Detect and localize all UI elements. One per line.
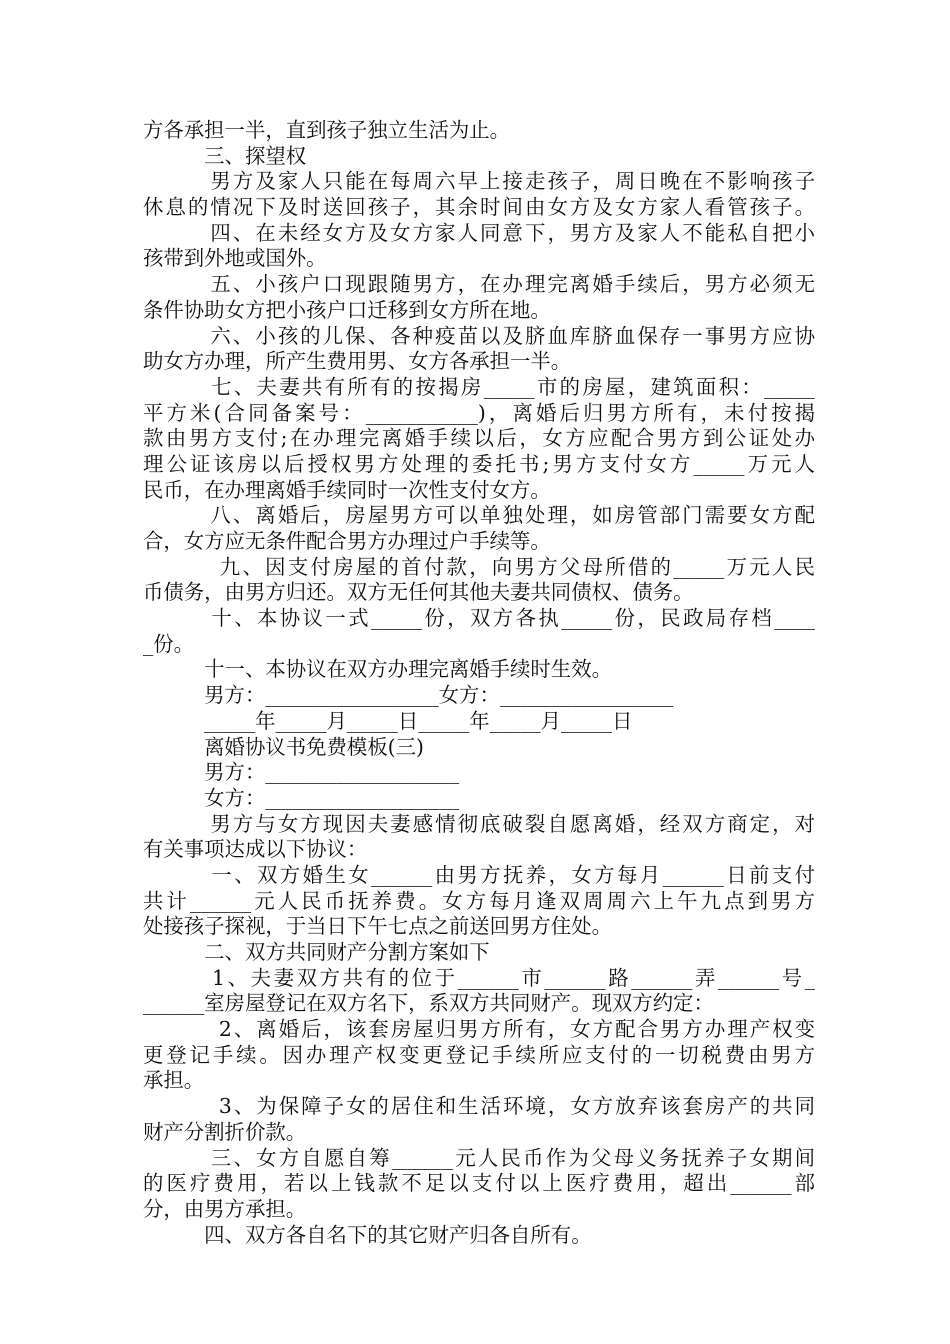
text-line: 1、夫妻双方共有的位于______市______路______弄______号_ [143,965,815,990]
text-line: 十一、本协议在双方办理完离婚手续时生效。 [143,657,612,682]
text-line: 五、小孩户口现跟随男方，在办理完离婚手续后，男方必须无 [143,272,815,297]
text-line: 四、双方各自名下的其它财产归各自所有。 [143,1222,592,1247]
text-line: 更登记手续。因办理产权变更登记手续所应支付的一切税费由男方 [143,1042,815,1067]
text-line: 处接孩子探视，于当日下午七点之前送回男方住处。 [143,914,612,939]
text-line: 二、双方共同财产分割方案如下 [143,940,490,964]
text-line: 女方：___________________ [143,785,460,810]
text-line: 款由男方支付;在办理完离婚手续以后，女方应配合男方到公证处办 [143,426,815,451]
text-line: 条件协助女方把小孩户口迁移到女方所在地。 [143,297,551,322]
document-body [143,118,815,1248]
text-line: 四、在未经女方及女方家人同意下，男方及家人不能私自把小 [143,220,815,245]
text-line: 民币，在办理离婚手续同时一次性支付女方。 [143,477,551,502]
text-line: 男方：___________________ [143,760,460,785]
text-line: ______室房屋登记在双方名下，系双方共同财产。现双方约定： [143,991,714,1016]
text-line: 合，女方应无条件配合男方办理过户手续等。 [143,529,551,553]
text-line: 三、女方自愿自筹______元人民币作为父母义务抚养子女期间 [143,1145,815,1170]
text-line: 男方：_________________女方：_________________ [143,683,674,708]
text-line: 承担。 [143,1068,205,1093]
text-line: 币债务，由男方归还。双方无任何其他夫妻共同债权、债务。 [143,580,694,605]
text-line: 九、因支付房屋的首付款，向男方父母所借的_____万元人民 [143,554,815,579]
text-line: _____年_____月_____日_____年_____月_____日 [143,708,633,733]
text-line: 十、本协议一式_____份，双方各执_____份，民政局存档____ [143,606,815,631]
text-line: 一、双方婚生女______由男方抚养，女方每月______日前支付 [143,862,815,887]
text-line: 3、为保障子女的居住和生活环境，女方放弃该套房产的共同 [143,1094,815,1119]
text-line: 财产分割折价款。 [143,1119,307,1144]
text-line: 三、探望权 [143,143,307,168]
text-line: _份。 [143,631,194,656]
text-line: 助女方办理，所产生费用男、女方各承担一半。 [143,349,572,374]
text-line: 男方与女方现因夫妻感情彻底破裂自愿离婚，经双方商定，对 [143,811,815,836]
text-line: 六、小孩的儿保、各种疫苗以及脐血库脐血保存一事男方应协 [143,323,815,348]
text-line: 有关事项达成以下协议： [143,837,368,862]
text-line: 平方米(合同备案号：___________)，离婚后归男方所有，未付按揭 [143,400,815,425]
text-line: 的医疗费用，若以上钱款不足以支付以上医疗费用，超出______部 [143,1171,815,1196]
text-line: 理公证该房以后授权男方处理的委托书;男方支付女方_____万元人 [143,451,815,476]
text-line: 方各承担一半，直到孩子独立生活为止。 [143,118,511,142]
text-line: 孩带到外地或国外。 [143,246,327,271]
text-line: 休息的情况下及时送回孩子，其余时间由女方及女方家人看管孩子。 [143,195,815,220]
text-line: 七、夫妻共有所有的按揭房_____市的房屋，建筑面积：_____ [143,374,815,399]
text-line: 分，由男方承担。 [143,1196,307,1221]
text-line: 男方及家人只能在每周六早上接走孩子，周日晚在不影响孩子 [143,169,815,194]
text-line: 共计______元人民币抚养费。女方每月逢双周周六上午九点到男方 [143,888,815,913]
text-line: 2、离婚后，该套房屋归男方所有，女方配合男方办理产权变 [143,1017,815,1042]
text-line: 离婚协议书免费模板(三) [143,734,424,759]
text-line: 八、离婚后，房屋男方可以单独处理，如房管部门需要女方配 [143,503,815,528]
